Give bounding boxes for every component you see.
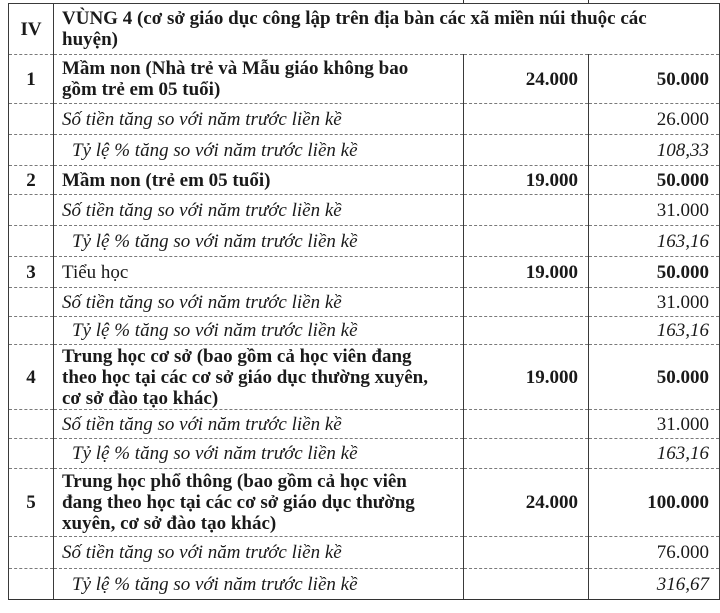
old-value (464, 537, 589, 569)
old-value (464, 195, 589, 226)
table-row (9, 104, 720, 135)
row-label: Số tiền tăng so với năm trước liền kề (54, 537, 464, 569)
new-value: 316,67 (589, 569, 720, 600)
old-value (464, 104, 589, 135)
table-row (9, 166, 720, 195)
section-row (9, 4, 720, 55)
row-number (9, 104, 54, 135)
section-number: IV (9, 4, 54, 55)
table-row (9, 569, 720, 600)
row-label: Mầm non (Nhà trẻ và Mẫu giáo không bao gồm trẻ em 05 tuổi) (54, 55, 464, 104)
row-number (9, 537, 54, 569)
row-number (9, 135, 54, 166)
new-value: 76.000 (589, 537, 720, 569)
row-label: Tỷ lệ % tăng so với năm trước liền kề (54, 317, 464, 345)
row-label: Tỷ lệ % tăng so với năm trước liền kề (54, 439, 464, 469)
row-label: Trung học phổ thông (bao gồm cả học viên đang theo học tại các cơ sở giáo dục thường xuyên, cơ sở đào tạo khác) (54, 469, 464, 537)
new-value: 31.000 (589, 288, 720, 317)
new-value: 50.000 (589, 166, 720, 195)
old-value (464, 569, 589, 600)
table-row (9, 410, 720, 439)
row-number (9, 439, 54, 469)
new-value: 100.000 (589, 469, 720, 537)
table-row (9, 226, 720, 257)
table-row (9, 345, 720, 410)
row-label: Trung học cơ sở (bao gồm cả học viên đang theo học tại các cơ sở giáo dục thường xuyên, cơ sở đào tạo khác) (54, 345, 464, 410)
old-value (464, 410, 589, 439)
table-row (9, 55, 720, 104)
row-number: 2 (9, 166, 54, 195)
row-number: 3 (9, 257, 54, 288)
row-number: 5 (9, 469, 54, 537)
table-row (9, 439, 720, 469)
new-value: 50.000 (589, 345, 720, 410)
row-label: Tỷ lệ % tăng so với năm trước liền kề (54, 226, 464, 257)
table-row (9, 469, 720, 537)
row-label: Tỷ lệ % tăng so với năm trước liền kề (54, 569, 464, 600)
table-row (9, 257, 720, 288)
row-number: 1 (9, 55, 54, 104)
new-value: 50.000 (589, 55, 720, 104)
row-number (9, 410, 54, 439)
new-value: 26.000 (589, 104, 720, 135)
row-label: Tỷ lệ % tăng so với năm trước liền kề (54, 135, 464, 166)
row-number: 4 (9, 345, 54, 410)
new-value: 31.000 (589, 195, 720, 226)
new-value: 108,33 (589, 135, 720, 166)
row-label: Số tiền tăng so với năm trước liền kề (54, 104, 464, 135)
table-row (9, 537, 720, 569)
row-number (9, 226, 54, 257)
old-value (464, 226, 589, 257)
row-number (9, 317, 54, 345)
old-value: 19.000 (464, 345, 589, 410)
old-value: 19.000 (464, 166, 589, 195)
new-value: 163,16 (589, 317, 720, 345)
new-value: 31.000 (589, 410, 720, 439)
new-value: 163,16 (589, 439, 720, 469)
table-row (9, 195, 720, 226)
section-title: VÙNG 4 (cơ sở giáo dục công lập trên địa bàn các xã miền núi thuộc các huyện) (54, 4, 720, 55)
old-value (464, 288, 589, 317)
new-value: 50.000 (589, 257, 720, 288)
row-number (9, 569, 54, 600)
tuition-table (8, 3, 720, 600)
row-label: Số tiền tăng so với năm trước liền kề (54, 410, 464, 439)
old-value (464, 135, 589, 166)
old-value (464, 439, 589, 469)
old-value: 24.000 (464, 469, 589, 537)
row-label: Tiểu học (54, 257, 464, 288)
old-value: 19.000 (464, 257, 589, 288)
table-row (9, 288, 720, 317)
row-number (9, 288, 54, 317)
row-label: Số tiền tăng so với năm trước liền kề (54, 195, 464, 226)
table-row (9, 135, 720, 166)
new-value: 163,16 (589, 226, 720, 257)
row-number (9, 195, 54, 226)
old-value (464, 317, 589, 345)
table-row (9, 317, 720, 345)
old-value: 24.000 (464, 55, 589, 104)
row-label: Số tiền tăng so với năm trước liền kề (54, 288, 464, 317)
row-label: Mầm non (trẻ em 05 tuổi) (54, 166, 464, 195)
